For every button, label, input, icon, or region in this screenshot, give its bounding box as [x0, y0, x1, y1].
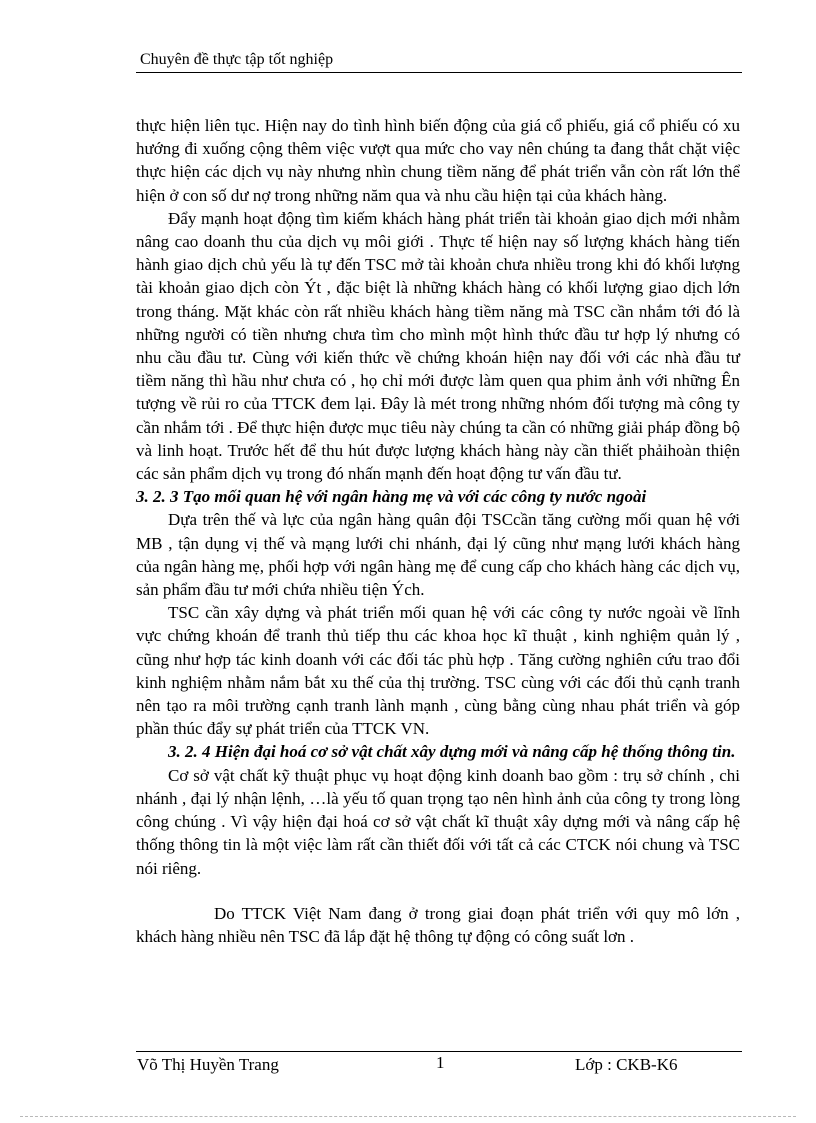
footer-page-number: 1 — [436, 1053, 445, 1072]
paragraph-foreign-companies: TSC cần xây dựng và phát triển mối quan hệ với các công ty nước ngoài về lĩnh vực chứng khoán để tranh thủ tiếp thu các khoa học kĩ thuật , kinh nghiệm quản lý , cũng như hợp tác kinh doanh với các đối tác phù hợp . Tăng cường nghiên cứu trao đổi kinh nghiệm nhằm nắm bắt xu thế của thị trường. TSC cùng với các đối thủ cạnh tranh nên tạo ra môi trường cạnh tranh lành mạnh , cùng bằng cùng nhau phát triển và góp phần thúc đẩy sự phát triển của TTCK VN. — [136, 603, 740, 739]
footer-author: Võ Thị Huyền Trang — [137, 1055, 279, 1074]
paragraph-continuation: thực hiện liên tục. Hiện nay do tình hình biến động của giá cổ phiếu, giá cổ phiếu có xu hướng đi xuống cộng thêm việc vượt qua mức cho vay nên chúng ta đang thắt chặt việc thực hiện các dịch vụ này nhưng nhìn chung tiềm năng để phát triển vẫn còn rất lớn thể hiện ở con số dư nợ trong những năm qua và nhu cầu hiện tại của khách hàng. — [136, 116, 740, 205]
paragraph-automation-system: Do TTCK Việt Nam đang ở trong giai đoạn phát triển với quy mô lớn , khách hàng nhiều nên TSC đã lắp đặt hệ thông tự động có công suất lơn . — [136, 903, 740, 946]
paragraph-infrastructure: Cơ sở vật chất kỹ thuật phục vụ hoạt động kinh doanh bao gồm : trụ sở chính , chi nhánh , đại lý nhận lệnh, …là yếu tố quan trọng tạo nên hình ảnh của công ty trong lòng công chúng . Vì vậy hiện đại hoá cơ sở vật chất kĩ thuật xây dựng mới và nâng cấp hệ thống thông tin là một việc làm rất cần thiết đối với tất cả các CTCK nói chung và TSC nói riêng. — [136, 765, 740, 878]
section-heading-3-2-3: 3. 2. 3 Tạo mối quan hệ với ngân hàng mẹ và với các công ty nước ngoài — [136, 487, 647, 507]
section-heading-3-2-4: 3. 2. 4 Hiện đại hoá cơ sở vật chất xây dựng mới và nâng cấp hệ thống thông tin. — [168, 742, 736, 762]
paragraph-parent-bank: Dựa trên thế và lực của ngân hàng quân đội TSCcần tăng cường mối quan hệ với MB , tận dụng vị thế và mạng lưới chi nhánh, đại lý cũng như mạng lưới khách hàng của ngân hàng mẹ, phối hợp với ngân hàng mẹ để cung cấp cho khách hàng các dịch vụ, sản phẩm đầu tư mới chứa nhiều tiện Ých. — [136, 510, 740, 600]
document-body — [136, 114, 740, 948]
paragraph-customer-accounts: Đẩy mạnh hoạt động tìm kiếm khách hàng phát triển tài khoản giao dịch mới nhằm nâng cao doanh thu của dịch vụ môi giới . Thực tế hiện nay số lượng khách hàng tiến hành giao dịch chủ yếu là tự đến TSC mở tài khoản chưa nhiều trong khi đó khối lượng tài khoản giao dịch còn Ýt , đặc biệt là những khách hàng có khối lượng giao dịch lớn trong tháng. Mặt khác còn rất nhiều khách hàng tiềm năng mà TSC cần nhắm tới đó là những người có tiền nhưng chưa tìm cho mình một hình thức đầu tư hợp lý nhưng có nhu cầu đầu tư. Cùng với kiến thức về chứng khoán hiện nay đối với các nhà đầu tư tiềm năng thì hầu như chưa có , họ chỉ mới được làm quen qua phim ảnh với những Ên tượng về rủi ro của TTCK đem lại. Đây là mét trong những nhóm đối tượng mà công ty cần nhắm tới . Để thực hiện được mục tiêu này chúng ta cần có những giải pháp đồng bộ và linh hoạt. Trước hết để thu hút được lượng khách hàng này cần thiết phảihoàn thiện các sản phẩm dịch vụ trong đó nhấn mạnh đến hoạt động tư vấn đầu tư. — [136, 208, 740, 484]
header-divider — [136, 72, 742, 73]
footer-class-label: Lớp : CKB-K6 — [575, 1055, 678, 1074]
document-header-title: Chuyên đề thực tập tốt nghiệp — [140, 51, 334, 68]
page-bottom-edge — [20, 1116, 796, 1117]
paragraph-spacer — [136, 880, 740, 902]
